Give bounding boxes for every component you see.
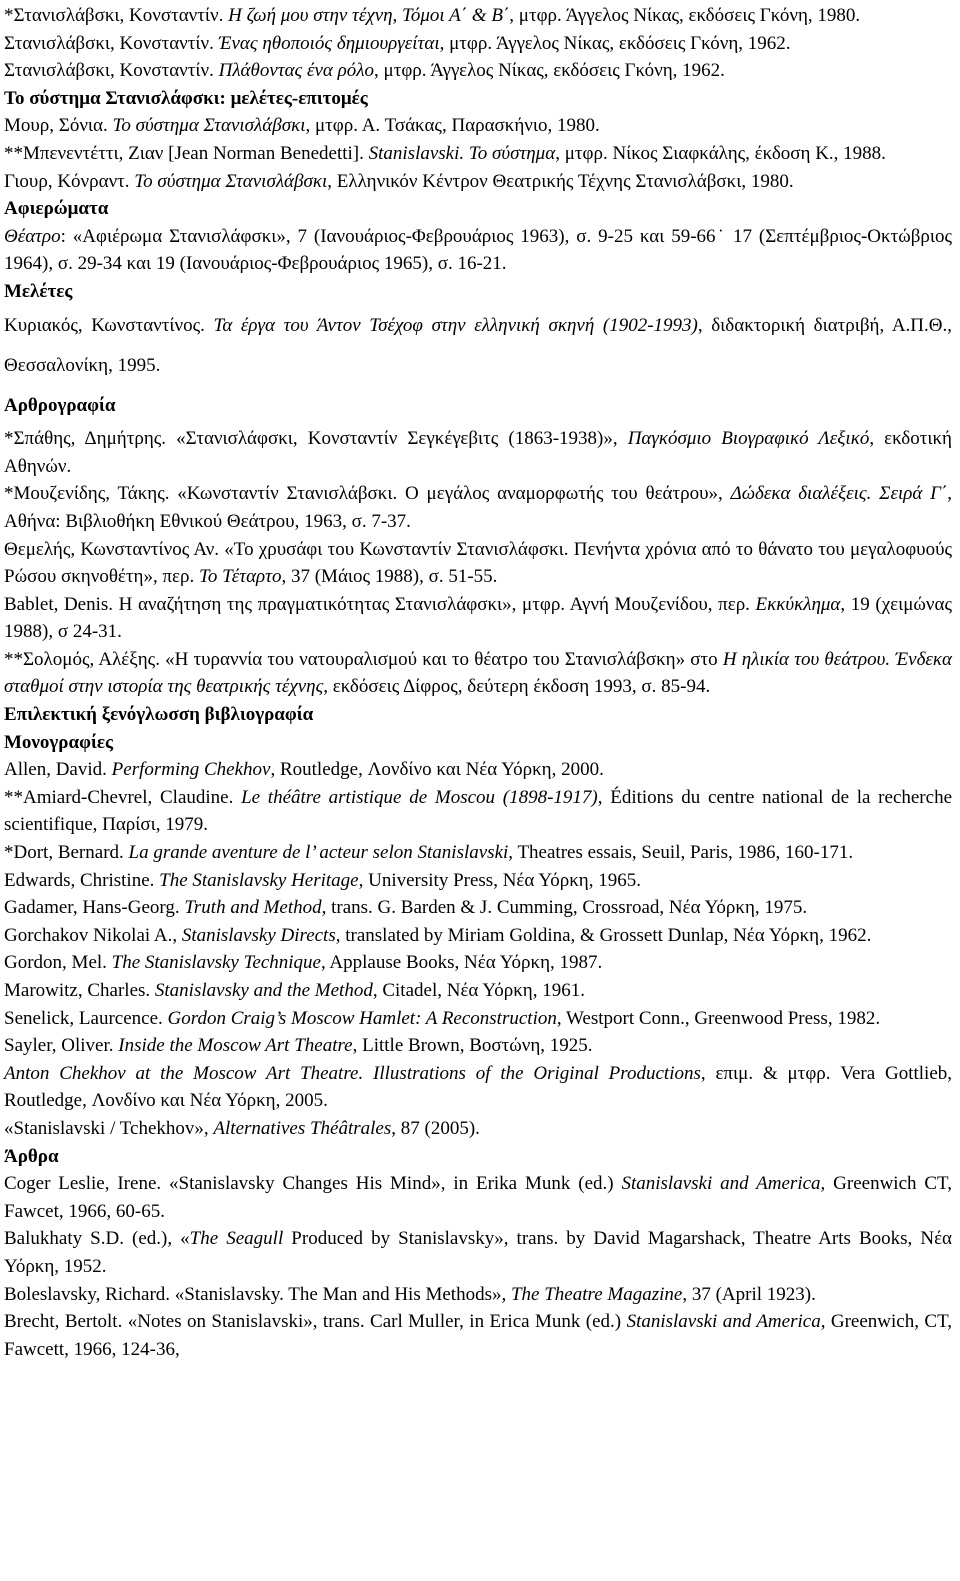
section-heading-system: Το σύστημα Στανισλάφσκι: μελέτες-επιτομές [4, 87, 368, 109]
bib-entry: **Amiard-Chevrel, Claudine. Le théâtre artistique de Moscou (1898-1917), Éditions du centre national de la recherche scientifique, Παρίσι, 1979. [4, 786, 953, 836]
section-heading-articles: Άρθρα [4, 1145, 59, 1167]
bib-entry: Allen, David. Performing Chekhov, Routledge, Λονδίνο και Νέα Υόρκη, 2000. [4, 759, 604, 781]
bib-entry: Στανισλάβσκι, Κονσταντίν. Ένας ηθοποιός δημιουργείται, μτφρ. Άγγελος Νίκας, εκδόσεις Γκόνη, 1962. [4, 32, 791, 54]
bib-entry: Brecht, Bertolt. «Notes on Stanislavski», trans. Carl Muller, in Erica Munk (ed.) Stanislavski and America, Greenwich, CT, Fawcett, 1966, 124-36, [4, 1311, 953, 1360]
bib-entry: **Μπενεντέττι, Ζιαν [Jean Norman Benedetti]. Stanislavski. Το σύστημα, μτφρ. Νίκος Σιαφκάλης, έκδοση Κ., 1988. [4, 142, 886, 164]
section-heading-articles-gr: Αρθρογραφία [4, 394, 116, 416]
bib-entry: Edwards, Christine. The Stanislavsky Heritage, University Press, Νέα Υόρκη, 1965. [4, 869, 641, 891]
bib-entry: Coger Leslie, Irene. «Stanislavsky Changes His Mind», in Erika Munk (ed.) Stanislavski and America, Greenwich CT, Fawcet, 1966, 60-65. [4, 1173, 952, 1222]
bib-entry: **Σολομός, Αλέξης. «Η τυραννία του νατουραλισμού και το θέατρο του Στανισλάβσκη» στο Η ηλικία του θεάτρου. Ένδεκα σταθμοί στην ιστορία της θεατρικής τέχνης, εκδόσεις Δίφρος, δεύτερη έκδοση 1993, σ. 85-94. [4, 648, 953, 698]
bib-entry: «Stanislavski / Tchekhov», Alternatives Théâtrales, 87 (2005). [4, 1117, 480, 1139]
bib-entry: Θέατρο: «Αφιέρωμα Στανισλάφσκι», 7 (Ιανουάριος-Φεβρουάριος 1963), σ. 9-25 και 59-66˙ 17 (Σεπτέμβριος-Οκτώβριος 1964), σ. 29-34 και 19 (Ιανουάριος-Φεβρουάριος 1965), σ. 16-21. [4, 225, 952, 275]
bib-entry: Μουρ, Σόνια. Το σύστημα Στανισλάβσκι, μτφρ. Α. Τσάκας, Παρασκήνιο, 1980. [4, 115, 600, 137]
bib-entry: *Dort, Bernard. La grande aventure de l’ acteur selon Stanislavski, Theatres essais, Seuil, Paris, 1986, 160-171. [4, 842, 854, 864]
section-heading-studies: Μελέτες [4, 280, 73, 302]
bib-entry: Sayler, Oliver. Inside the Moscow Art Theatre, Little Brown, Βοστώνη, 1925. [4, 1035, 593, 1057]
bib-entry: Gadamer, Hans-Georg. Truth and Method, trans. G. Barden & J. Cumming, Crossroad, Νέα Υόρκη, 1975. [4, 897, 808, 919]
section-heading-tributes: Αφιερώματα [4, 198, 109, 220]
bib-entry: Gordon, Mel. The Stanislavsky Technique, Applause Books, Νέα Υόρκη, 1987. [4, 952, 603, 974]
bib-entry: Θεμελής, Κωνσταντίνος Αν. «Το χρυσάφι του Κωνσταντίν Στανισλάφσκι. Πενήντα χρόνια από το θάνατο του μεγαλοφυούς Ρώσου σκηνοθέτη», περ. Το Τέταρτο, 37 (Μάιος 1988), σ. 51-55. [4, 538, 952, 588]
bib-entry: Στανισλάβσκι, Κονσταντίν. Πλάθοντας ένα ρόλο, μτφρ. Άγγελος Νίκας, εκδόσεις Γκόνη, 1962. [4, 60, 725, 82]
bib-entry: Anton Chekhov at the Moscow Art Theatre. Illustrations of the Original Productions, επιμ. & μτφρ. Vera Gottlieb, Routledge, Λονδίνο και Νέα Υόρκη, 2005. [4, 1062, 952, 1112]
bib-entry: Bablet, Denis. Η αναζήτηση της πραγματικότητας Στανισλάφσκι», μτφρ. Αγνή Μουζενίδου, περ. Εκκύκλημα, 19 (χειμώνας 1988), σ 24-31. [4, 593, 952, 643]
bib-entry: Marowitz, Charles. Stanislavsky and the Method, Citadel, Νέα Υόρκη, 1961. [4, 980, 585, 1001]
bib-entry: *Στανισλάβσκι, Κονσταντίν. Η ζωή μου στην τέχνη, Τόμοι Α΄ & Β΄, μτφρ. Άγγελος Νίκας, εκδόσεις Γκόνη, 1980. [4, 5, 861, 26]
bib-entry: Γιουρ, Κόνραντ. Το σύστημα Στανισλάβσκι, Ελληνικόν Κέντρον Θεατρικής Τέχνης Στανισλάβσκι, 1980. [4, 170, 794, 192]
bib-entry: *Σπάθης, Δημήτρης. «Στανισλάφσκι, Κονσταντίν Σεγκέγεβιτς (1863-1938)», Παγκόσμιο Βιογραφικό Λεξικό, εκδοτική Αθηνών. [4, 428, 952, 477]
bib-entry: Gorchakov Nikolai A., Stanislavsky Directs, translated by Miriam Goldina, & Grossett Dunlap, Νέα Υόρκη, 1962. [4, 924, 872, 946]
bib-entry: Boleslavsky, Richard. «Stanislavsky. The Man and His Methods», The Theatre Magazine, 37 (April 1923). [4, 1283, 816, 1305]
bib-entry: Senelick, Laurcence. Gordon Craig’s Moscow Hamlet: A Reconstruction, Westport Conn., Greenwood Press, 1982. [4, 1007, 881, 1029]
bib-entry: Balukhaty S.D. (ed.), «The Seagull Produced by Stanislavsky», trans. by David Magarshack, Theatre Arts Books, Νέα Υόρκη, 1952. [4, 1228, 953, 1277]
bib-entry: Κυριακός, Κωνσταντίνος. Τα έργα του Άντον Τσέχοφ στην ελληνική σκηνή (1902-1993), διδακτορική διατριβή, Α.Π.Θ., Θεσσαλονίκη, 1995. [4, 314, 952, 376]
section-heading-monographs: Μονογραφίες [4, 731, 113, 753]
section-heading-foreign: Επιλεκτική ξενόγλωσση βιβλιογραφία [4, 704, 314, 726]
bib-entry: *Μουζενίδης, Τάκης. «Κωνσταντίν Στανισλάβσκι. Ο μεγάλος αναμορφωτής του θεάτρου», Δώδεκα διαλέξεις. Σειρά Γ΄, Αθήνα: Βιβλιοθήκη Εθνικού Θεάτρου, 1963, σ. 7-37. [4, 483, 953, 532]
